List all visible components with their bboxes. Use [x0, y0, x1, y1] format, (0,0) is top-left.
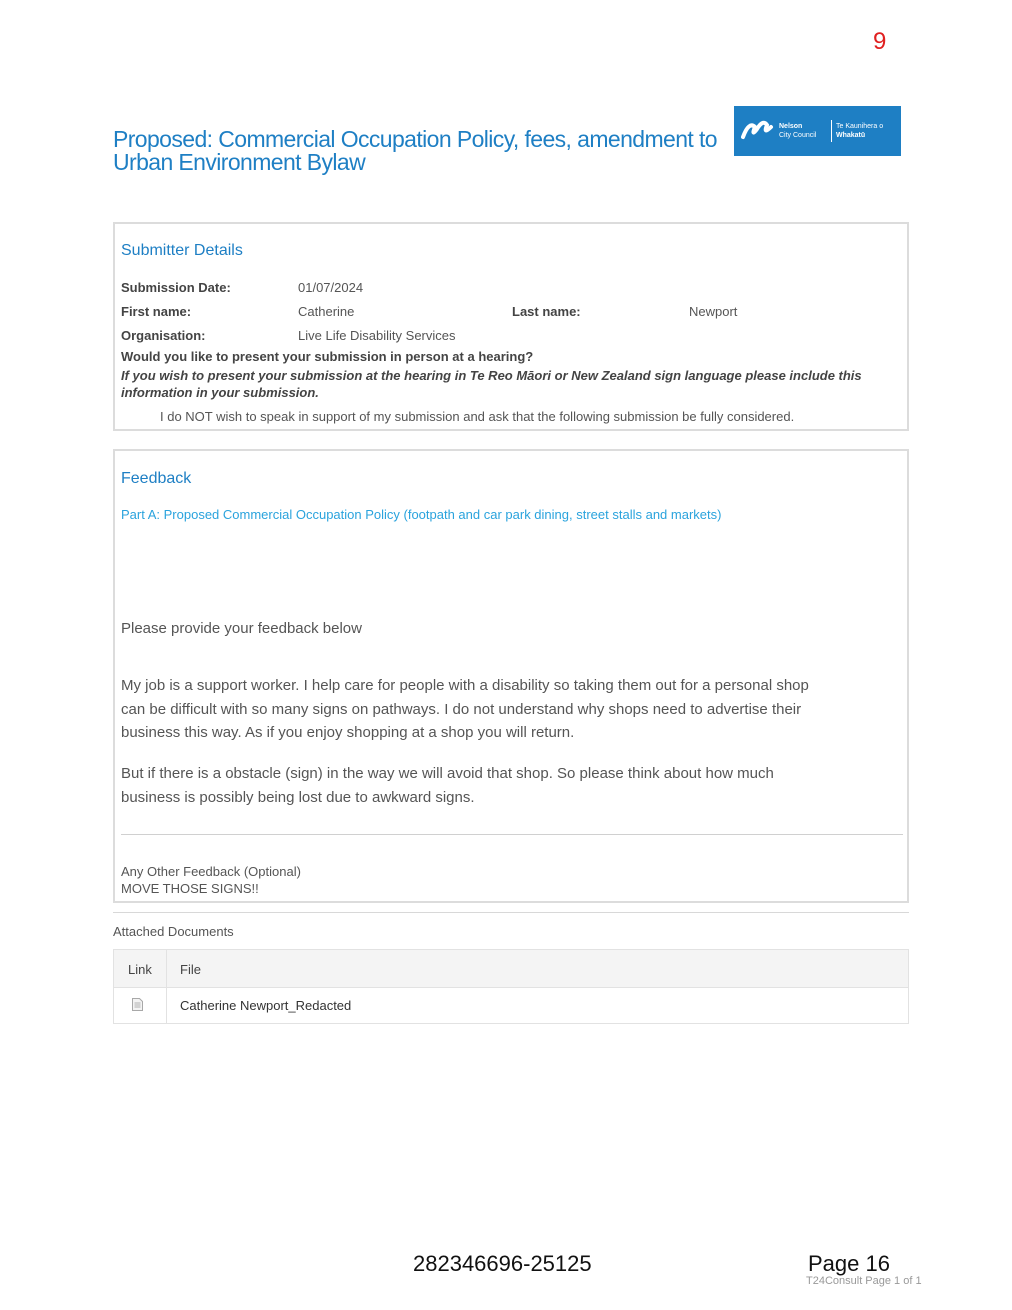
feedback-prompt: Please provide your feedback below — [121, 620, 362, 637]
hearing-question: Would you like to present your submission in person at a hearing? — [121, 349, 534, 364]
other-feedback-value: MOVE THOSE SIGNS!! — [121, 881, 259, 896]
feedback-paragraph-2: But if there is a obstacle (sign) in the way we will avoid that shop. So please think about how much business is possibly being lost due to awkward signs. — [121, 765, 774, 806]
submitter-details-panel — [113, 222, 909, 431]
logo-maori-name: Te Kaunihera o Whakatū — [836, 123, 884, 139]
council-logo — [734, 106, 901, 156]
column-header-file: File — [180, 962, 201, 977]
attached-documents-title: Attached Documents — [113, 924, 234, 939]
other-feedback-label: Any Other Feedback (Optional) — [121, 864, 301, 879]
submitter-details-heading: Submitter Details — [121, 242, 243, 259]
submission-date-label: Submission Date: — [121, 280, 231, 295]
attachment-file-name: Catherine Newport_Redacted — [180, 998, 352, 1013]
last-name-label: Last name: — [512, 304, 581, 319]
page-label: Page 16 — [808, 1251, 890, 1276]
organisation-label: Organisation: — [121, 328, 206, 343]
submission-date-value: 01/07/2024 — [298, 280, 364, 295]
feedback-paragraph-1: My job is a support worker. I help care for people with a disability so taking them out for a personal shop can be difficult with so many signs on pathways. I do not understand why shops need to advertise their business this way. As if you enjoy shopping at a shop you will return. — [121, 677, 809, 741]
logo-english-name: Nelson City Council — [779, 123, 817, 139]
column-header-link: Link — [128, 962, 152, 977]
footer-page-info: T24Consult Page 1 of 1 — [806, 1275, 922, 1287]
attachments-table-header — [114, 950, 908, 988]
attachments-table — [113, 949, 909, 1024]
attachments-divider — [113, 912, 909, 913]
feedback-divider — [121, 834, 903, 835]
logo-divider — [831, 120, 832, 142]
first-name-value: Catherine — [298, 304, 355, 319]
hearing-language-note: If you wish to present your submission at the hearing in Te Reo Māori or New Zealand sign language please include this information in your submission. — [121, 368, 862, 400]
last-name-value: Newport — [689, 304, 738, 319]
attachments-column-divider — [166, 950, 167, 1023]
part-a-heading: Part A: Proposed Commercial Occupation Policy (footpath and car park dining, street stalls and markets) — [121, 507, 722, 522]
page-title: Proposed: Commercial Occupation Policy, fees, amendment to Urban Environment Bylaw — [113, 126, 717, 175]
document-icon[interactable] — [132, 998, 143, 1011]
organisation-value: Live Life Disability Services — [298, 328, 456, 343]
council-logo-mark-icon — [741, 115, 775, 145]
feedback-panel — [113, 449, 909, 903]
hearing-answer: I do NOT wish to speak in support of my submission and ask that the following submission be fully considered. — [160, 409, 795, 424]
document-id: 282346696-25125 — [413, 1251, 592, 1276]
feedback-heading: Feedback — [121, 470, 192, 487]
first-name-label: First name: — [121, 304, 192, 319]
page-number: 9 — [873, 28, 887, 55]
